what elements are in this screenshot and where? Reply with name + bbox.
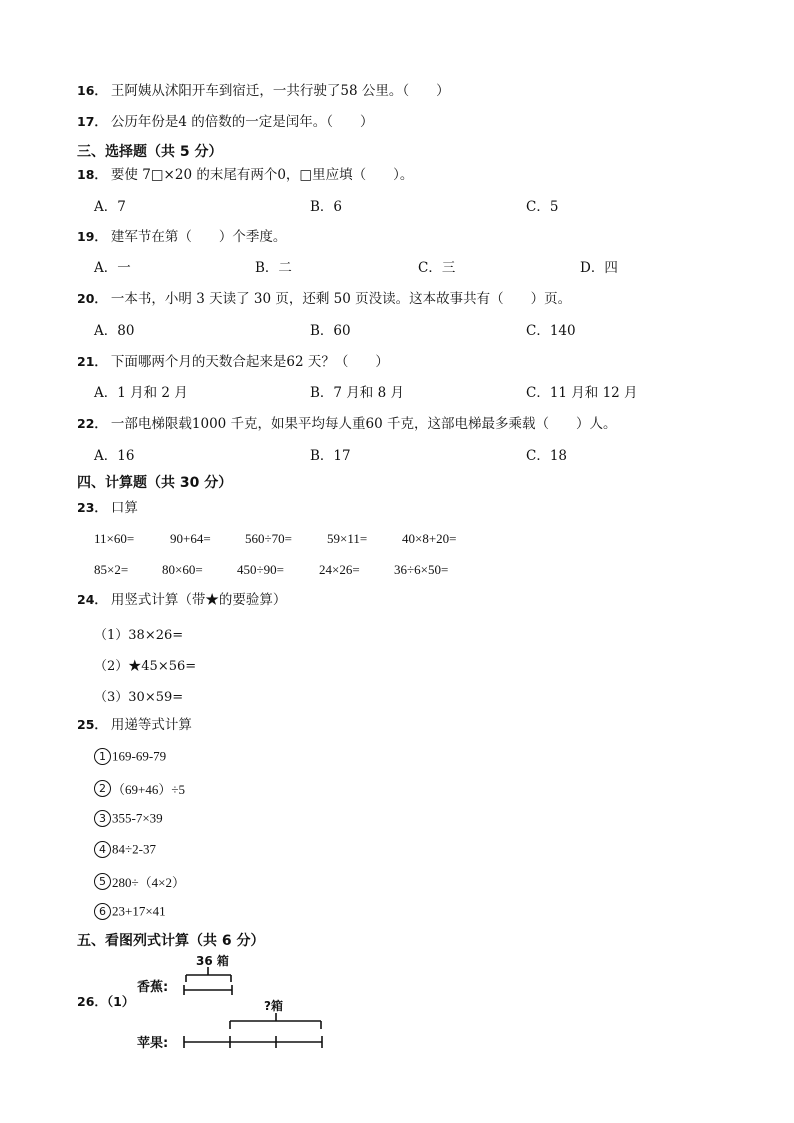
circled-number: 4 bbox=[94, 841, 111, 858]
question-text: 公历年份是4 的倍数的一定是闰年。（ ） bbox=[110, 114, 374, 130]
oral-calc-item: 40×8+20= bbox=[402, 531, 457, 546]
question-number: 24． bbox=[77, 592, 107, 607]
question-number: 26．（1） bbox=[77, 994, 135, 1009]
option-a: A．7 bbox=[94, 199, 126, 215]
section-heading-choice: 三、选择题（共 5 分） bbox=[77, 144, 223, 160]
option-c: C．140 bbox=[526, 323, 576, 339]
oral-calc-item: 85×2= bbox=[94, 562, 129, 577]
apple-label: 苹果: bbox=[137, 1036, 169, 1051]
section-heading-figure: 五、看图列式计算（共 6 分） bbox=[77, 933, 265, 949]
option-c: C．5 bbox=[526, 199, 559, 215]
question-number: 18． bbox=[77, 167, 107, 182]
banana-brace bbox=[186, 967, 231, 982]
expression: 280÷（4×2） bbox=[112, 875, 185, 890]
option-a: A．80 bbox=[94, 323, 135, 339]
option-b: B．60 bbox=[310, 323, 351, 339]
question-text: 下面哪两个月的天数合起来是62 天？（ ） bbox=[110, 354, 389, 370]
question-text: 王阿姨从沭阳开车到宿迁，一共行驶了58 公里。（ ） bbox=[110, 83, 450, 99]
circled-number: 3 bbox=[94, 810, 111, 827]
expression: 23+17×41 bbox=[112, 903, 166, 919]
option-c: C．三 bbox=[418, 260, 456, 276]
expression: 84÷2-37 bbox=[112, 841, 156, 857]
oral-calc-item: 59×11= bbox=[327, 531, 368, 546]
option-a: A．一 bbox=[94, 260, 131, 276]
oral-calc-item: 11×60= bbox=[94, 531, 135, 546]
question-number: 25． bbox=[77, 717, 107, 732]
apple-brace bbox=[230, 1013, 321, 1029]
circled-number: 5 bbox=[94, 873, 111, 890]
question-text: 口算 bbox=[110, 500, 138, 516]
banana-bar bbox=[184, 985, 232, 995]
oral-calc-item: 80×60= bbox=[162, 562, 203, 577]
question-text: 用递等式计算 bbox=[110, 717, 192, 733]
question-number: 16． bbox=[77, 83, 107, 98]
circled-number: 6 bbox=[94, 903, 111, 920]
option-c: C．18 bbox=[526, 448, 568, 464]
question-number: 21． bbox=[77, 354, 107, 369]
option-b: B．二 bbox=[255, 260, 292, 276]
oral-calc-item: 36÷6×50= bbox=[394, 562, 449, 577]
apple-bar bbox=[184, 1036, 322, 1048]
option-d: D．四 bbox=[580, 260, 618, 276]
option-c: C．11 月和 12 月 bbox=[526, 385, 638, 401]
option-b: B．17 bbox=[310, 448, 351, 464]
oral-calc-item: 450÷90= bbox=[237, 562, 284, 577]
oral-calc-item: 24×26= bbox=[319, 562, 360, 577]
expression: 169-69-79 bbox=[112, 748, 167, 764]
expression: （69+46）÷5 bbox=[112, 782, 185, 797]
expression: 355-7×39 bbox=[112, 810, 163, 826]
vertical-calc-item: （3）30×59= bbox=[94, 690, 184, 705]
section-heading-calc: 四、计算题（共 30 分） bbox=[77, 475, 233, 491]
vertical-calc-item: （2）★45×56= bbox=[94, 659, 197, 674]
banana-value-label: 36 箱 bbox=[196, 954, 229, 968]
option-b: B．7 月和 8 月 bbox=[310, 385, 404, 401]
question-text: 建军节在第（ ）个季度。 bbox=[110, 229, 287, 245]
question-number: 17． bbox=[77, 114, 107, 129]
question-text: 要使 7□×20 的末尾有两个0，□里应填（ ）。 bbox=[110, 167, 414, 183]
vertical-calc-item: （1）38×26= bbox=[94, 628, 184, 643]
question-text: 一本书，小明 3 天读了 30 页，还剩 50 页没读。这本故事共有（ ）页。 bbox=[110, 291, 572, 307]
oral-calc-item: 560÷70= bbox=[245, 531, 292, 546]
oral-calc-item: 90+64= bbox=[170, 531, 211, 546]
circled-number: 1 bbox=[94, 748, 111, 765]
question-number: 23． bbox=[77, 500, 107, 515]
question-number: 19． bbox=[77, 229, 107, 244]
circled-number: 2 bbox=[94, 780, 111, 797]
question-text: 一部电梯限载1000 千克，如果平均每人重60 千克，这部电梯最多乘载（ ）人。 bbox=[110, 416, 617, 432]
banana-label: 香蕉: bbox=[137, 980, 169, 995]
question-number: 22． bbox=[77, 416, 107, 431]
option-a: A．1 月和 2 月 bbox=[94, 385, 188, 401]
option-b: B．6 bbox=[310, 199, 343, 215]
apple-value-label: ?箱 bbox=[264, 999, 283, 1013]
question-text: 用竖式计算（带★的要验算） bbox=[110, 592, 287, 608]
question-number: 20． bbox=[77, 291, 107, 306]
option-a: A．16 bbox=[94, 448, 135, 464]
